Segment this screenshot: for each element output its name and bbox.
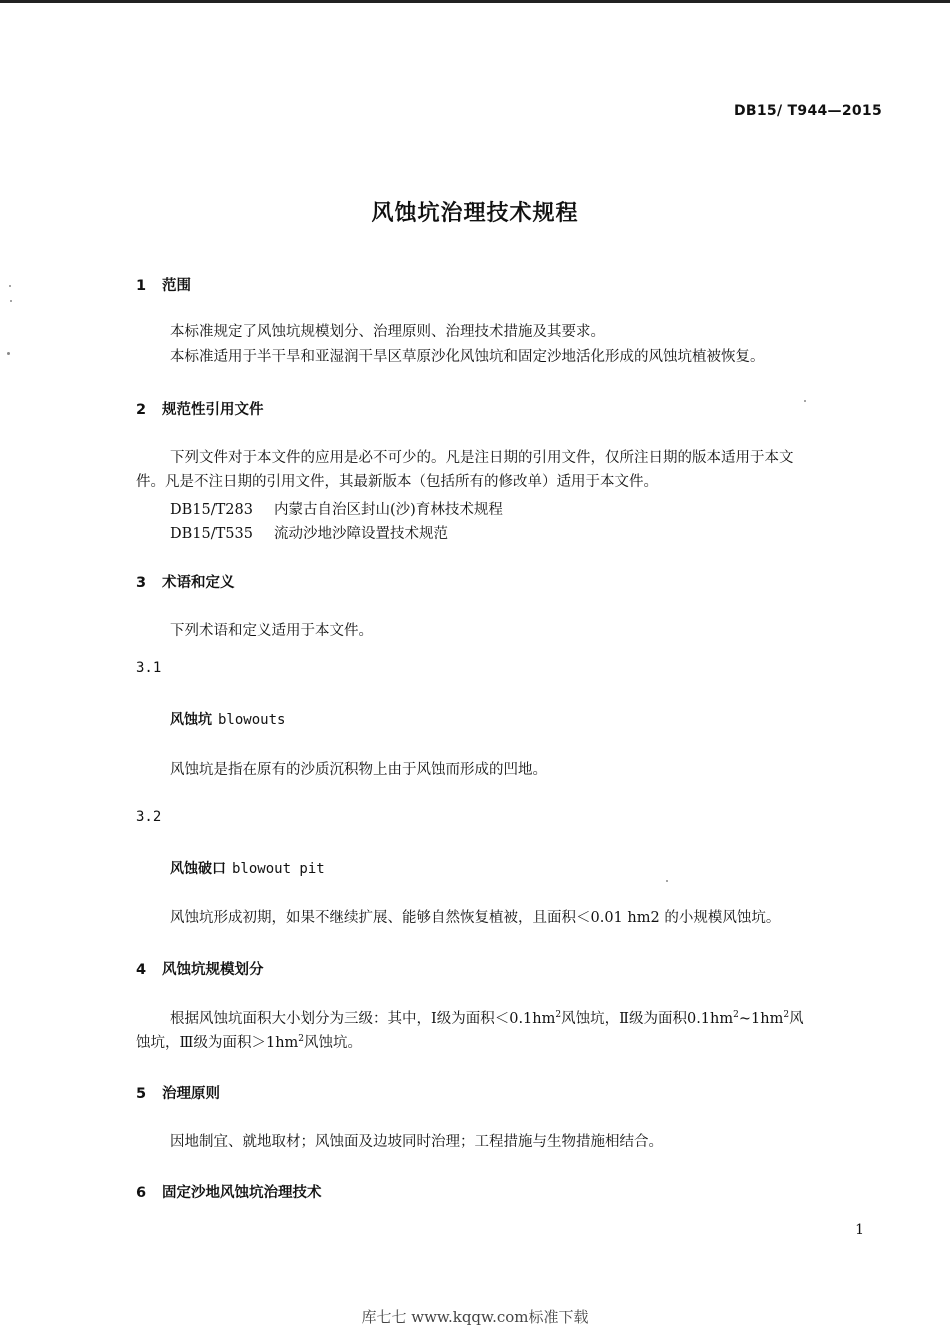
superscript: 2 [733,1010,739,1021]
section-title: 治理原则 [162,1086,220,1102]
paragraph: 本标准规定了风蚀坑规模划分、治理原则、治理技术措施及其要求。 [170,324,605,340]
paragraph [170,1007,804,1031]
section-title: 术语和定义 [162,575,235,591]
section-number: 5 [136,1086,147,1102]
section-title: 范围 [162,278,191,294]
scan-speck [7,352,10,355]
section-title: 规范性引用文件 [162,402,264,418]
section-number: 4 [136,962,147,978]
document-title: 风蚀坑治理技术规程 [371,201,579,226]
term-heading [170,858,325,878]
document-number: DB15/ T944—2015 [734,103,882,119]
section-number: 1 [136,278,147,294]
term-en: blowout pit [232,861,325,877]
reference-code: DB15/T283 [170,502,253,518]
section-title: 固定沙地风蚀坑治理技术 [162,1185,322,1201]
section-1-heading [136,274,191,295]
page-number: 1 [855,1222,864,1238]
superscript: 2 [783,1010,790,1021]
section-6-heading [136,1181,322,1202]
paragraph [136,1031,362,1055]
text-run: 蚀坑，Ⅲ级为面积＞1hm [136,1035,299,1051]
scan-speck [10,300,12,302]
scan-speck [804,400,806,402]
section-4-heading [136,958,264,979]
reference-code: DB15/T535 [170,526,253,542]
section-5-heading [136,1082,220,1103]
scan-speck [666,880,668,882]
reference-title: 流动沙地沙障设置技术规范 [274,526,448,542]
paragraph: 下列文件对于本文件的应用是必不可少的。凡是注日期的引用文件，仅所注日期的版本适用于本文 [170,450,794,466]
paragraph: 因地制宜、就地取材；风蚀面及边坡同时治理；工程措施与生物措施相结合。 [170,1134,663,1150]
definition: 风蚀坑是指在原有的沙质沉积物上由于风蚀而形成的凹地。 [170,762,547,778]
paragraph: 本标准适用于半干旱和亚湿润干旱区草原沙化风蚀坑和固定沙地活化形成的风蚀坑植被恢复。 [170,349,765,365]
scan-speck [9,285,11,287]
section-title: 风蚀坑规模划分 [162,962,264,978]
term-heading [170,709,285,729]
text-run: 风 [789,1011,804,1027]
term-cn: 风蚀破口 [170,861,226,877]
text-run: 根据风蚀坑面积大小划分为三级：其中，Ⅰ级为面积＜0.1hm [170,1011,556,1027]
subsection-number: 3.2 [136,809,162,825]
text-run: 风蚀坑。 [304,1035,363,1051]
text-run: ~1hm [738,1011,784,1027]
text-run: 风蚀坑，Ⅱ级为面积0.1hm [561,1011,734,1027]
section-number: 3 [136,575,147,591]
term-cn: 风蚀坑 [170,712,212,728]
subsection-number: 3.1 [136,660,162,676]
scan-edge [0,0,950,3]
paragraph: 件。凡是不注日期的引用文件，其最新版本（包括所有的修改单）适用于本文件。 [136,474,658,490]
section-number: 6 [136,1185,147,1201]
reference-title: 内蒙古自治区封山(沙)育林技术规程 [274,502,503,518]
footer-watermark: 库七七 www.kqqw.com标准下载 [361,1308,589,1326]
definition: 风蚀坑形成初期，如果不继续扩展、能够自然恢复植被，且面积＜0.01 hm2 的小规模风蚀坑。 [170,910,781,926]
superscript: 2 [555,1010,562,1021]
term-en: blowouts [218,712,286,728]
reference-item [170,498,503,519]
section-2-heading [136,398,264,419]
superscript: 2 [298,1034,305,1045]
paragraph: 下列术语和定义适用于本文件。 [170,623,373,639]
section-3-heading [136,571,235,592]
section-number: 2 [136,402,147,418]
reference-item [170,522,448,543]
